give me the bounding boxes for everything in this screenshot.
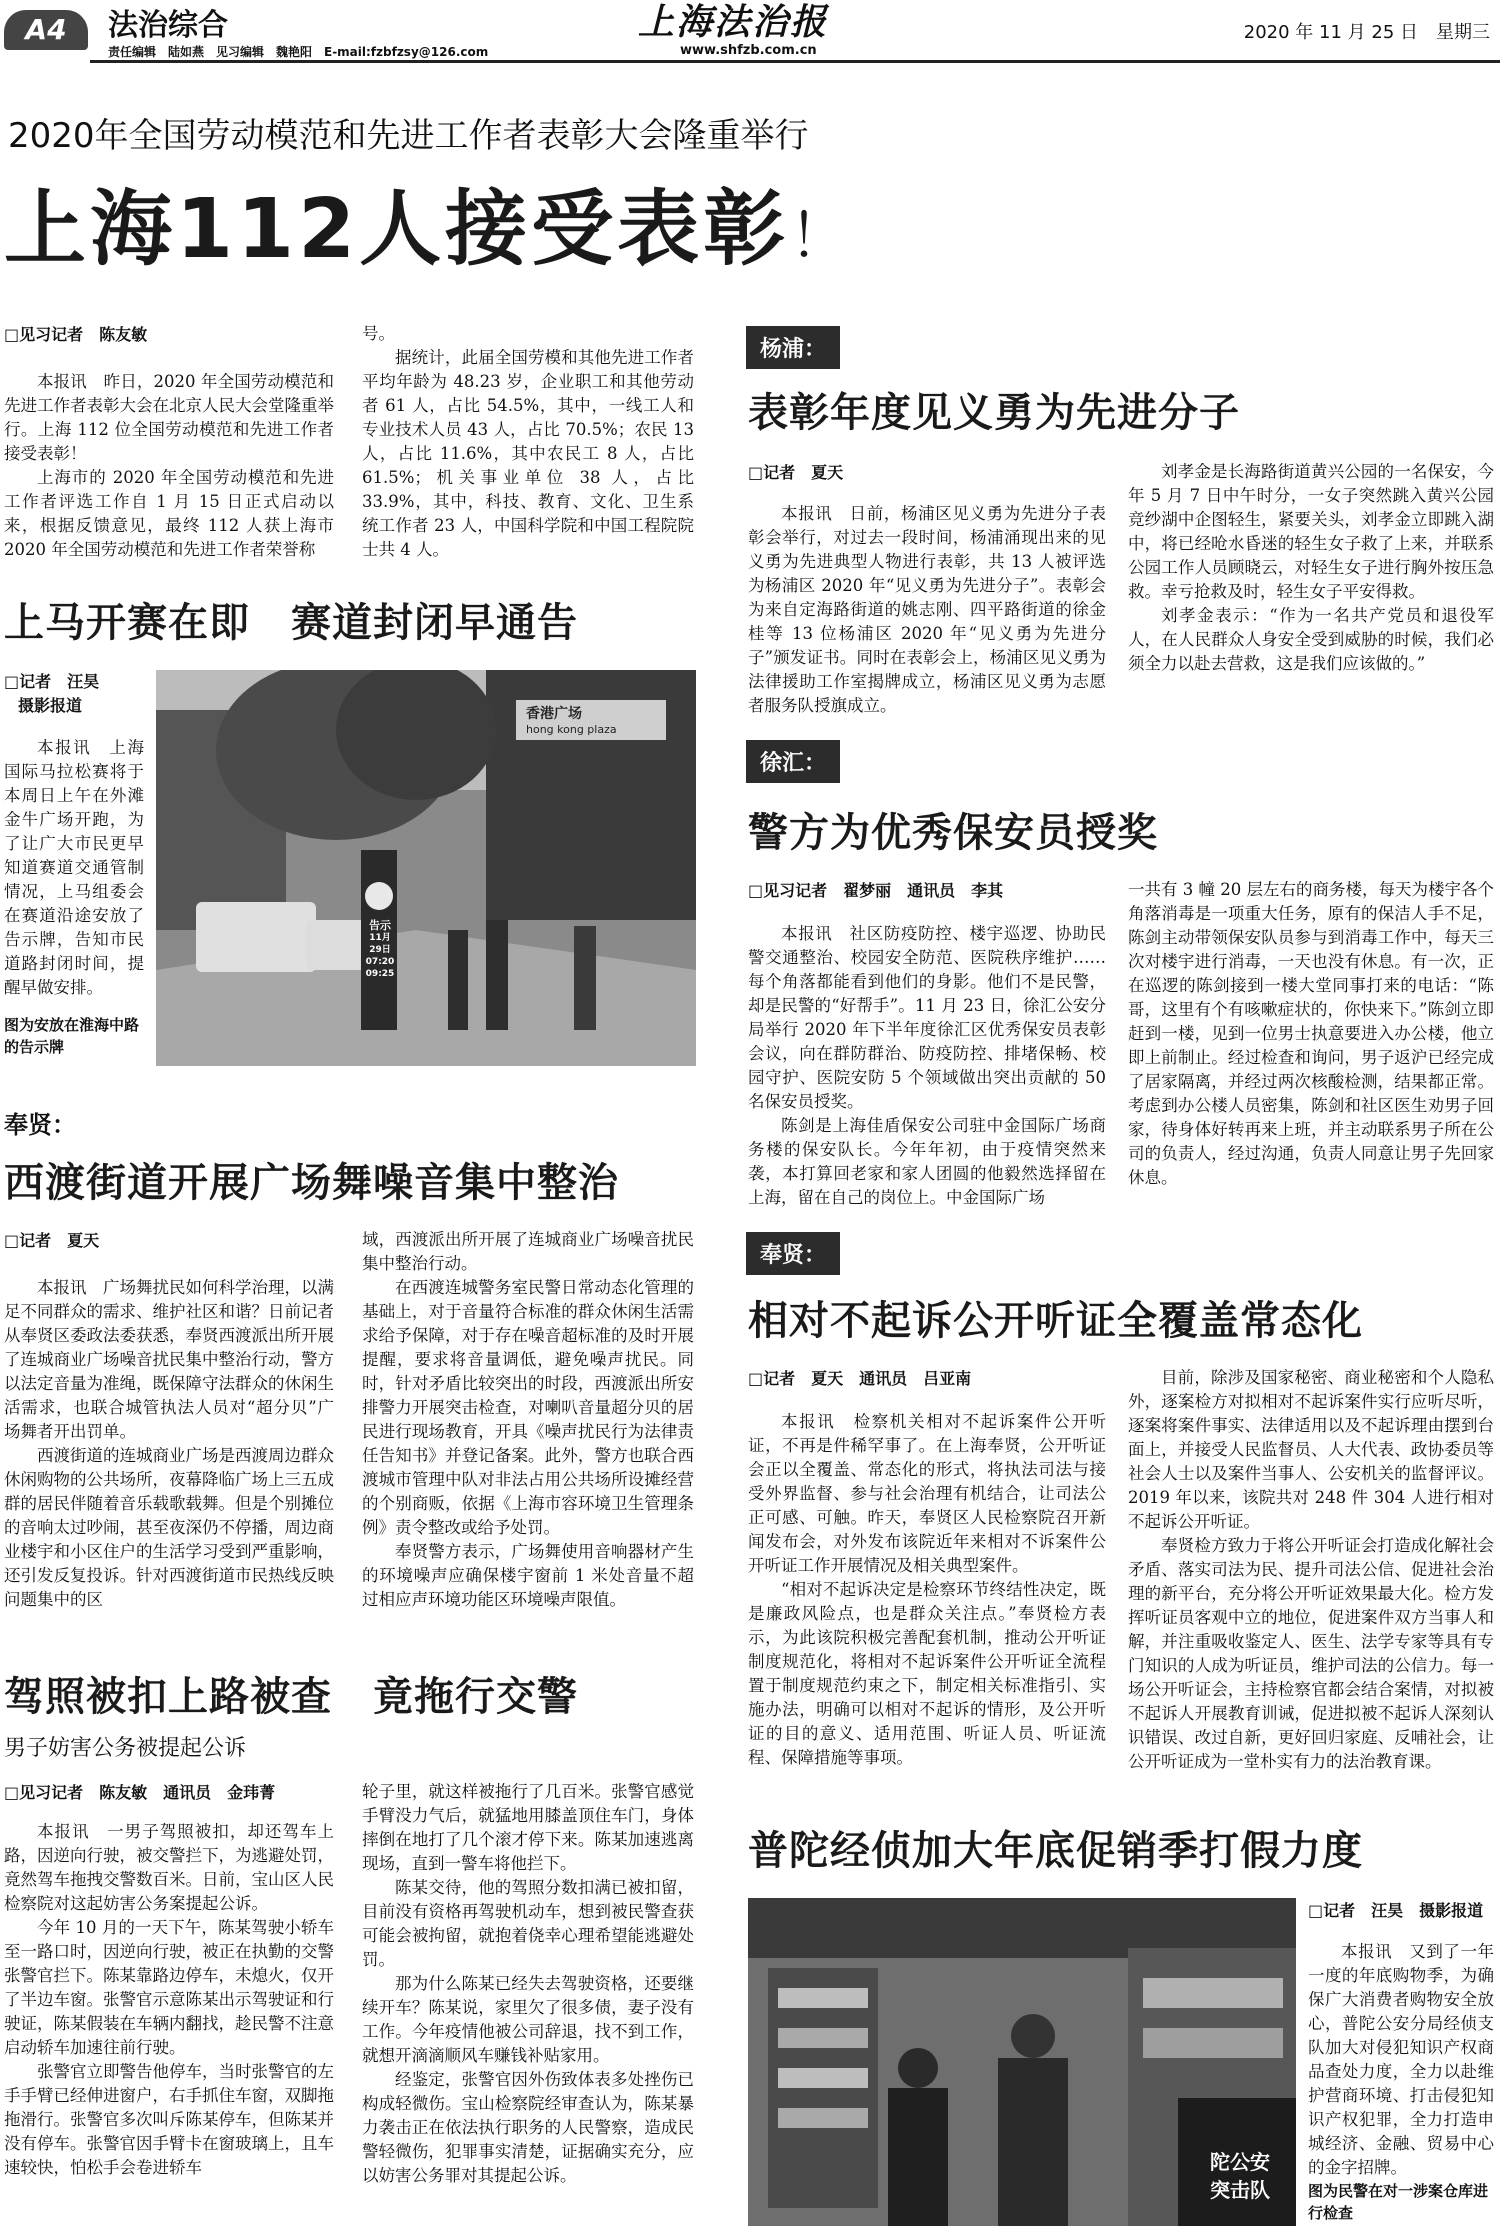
byline-xuhui: □见习记者 翟梦丽 通讯员 李其 xyxy=(748,881,1004,900)
lead-col2 xyxy=(362,322,694,562)
race-caption: 图为安放在淮海中路的告示牌 xyxy=(4,1016,140,1056)
headline-putuo: 普陀经侦加大年底促销季打假力度 xyxy=(748,1828,1363,1874)
xuhui-col2 xyxy=(1128,878,1494,1190)
xuhui-paragraph: 陈剑是上海佳盾保安公司驻中金国际广场商务楼的保安队长。今年年初，由于疫情突然来袭，本打算回老家和家人团圆的他毅然选择留在上海，留在自己的岗位上。中金国际广场 xyxy=(748,1116,1106,1207)
fengxian2-col1 xyxy=(748,1410,1106,1770)
byline-fengxian-1: □记者 夏天 xyxy=(4,1231,100,1250)
license-paragraph: 陈某交待，他的驾照分数扣满已被扣留，目前没有资格再驾驶机动车，想到被民警查获可能会被拘留，就抱着侥幸心理希望能逃避处罚。 xyxy=(362,1878,694,1969)
race-body xyxy=(4,736,144,1000)
putuo-paragraph: 本报讯 又到了一年一度的年底购物季，为确保广大消费者购物安全放心，普陀公安分局经侦支队加大对侵犯知识产权商品查处力度，全力以赴维护营商环境、打击侵犯知识产权犯罪，全力打造申城经济、金融、贸易中心的金字招牌。 xyxy=(1308,1942,1494,2177)
tag-xuhui: 徐汇： xyxy=(746,740,840,783)
putuo-body xyxy=(1308,1940,1494,2180)
license-paragraph: 张警官立即警告他停车，当时张警官的左手手臂已经伸进窗户，右手抓住车窗，双脚拖拖滑行。张警官多次叫斥陈某停车，但陈某并没有停车。张警官因手臂卡在窗玻璃上，且车速较快，怕松手会卷进轿车 xyxy=(4,2062,334,2177)
lead-headline-text: 上海112人接受表彰 xyxy=(4,182,790,277)
xuhui-col1 xyxy=(748,922,1106,1210)
fengxian2-col2 xyxy=(1128,1366,1494,1774)
byline-race: □记者 汪昊 摄影报道 xyxy=(4,672,100,715)
license-continued: 轮子里，就这样被拖行了几百米。张警官感觉手臂没力气后，就猛地用膝盖顶住车门，身体摔倒在地打了几个滚才停下来。陈某加速逃离现场，直到一警车将他拦下。 xyxy=(362,1782,694,1873)
fengxian1-paragraph: 奉贤警方表示，广场舞使用音响器材产生的环境噪声应确保楼宇窗前 1 米处音量不超过相应声环境功能区环境噪声限值。 xyxy=(362,1542,694,1609)
lead-continued: 号。 xyxy=(362,324,395,343)
mall-sign: 香港广场 hong kong plaza xyxy=(526,706,617,736)
lead-headline xyxy=(4,180,853,287)
lead-headline-mark: ！ xyxy=(789,202,854,272)
fengxian1-continued: 域，西渡派出所开展了连城商业广场噪音扰民集中整治行动。 xyxy=(362,1230,694,1273)
tag-yangpu: 杨浦： xyxy=(746,326,840,369)
putuo-photo xyxy=(748,1898,1296,2226)
xuhui-paragraph: 本报讯 社区防疫防控、楼宇巡逻、协助民警交通整治、校园安全防范、医院秩序维护……每个角落都能看到他们的身影。他们不是民警，却是民警的“好帮手”。11 月 23 日，徐汇公安分局举行 2020 年下半年度徐汇区优秀保安员表彰会议，向在群防群治、防疫防控、排堵保畅、校园守护、医院安防 5 个领域做出突出贡献的 50 名保安员授奖。 xyxy=(748,924,1106,1111)
lead-col1 xyxy=(4,370,334,562)
masthead-logo: 上海法治报 xyxy=(638,1,829,43)
license-paragraph: 经鉴定，张警官因外伤致体表多处挫伤已构成轻微伤。宝山检察院经审查认为，陈某暴力袭击正在依法执行职务的人民警察，造成民警轻微伤，犯罪事实清楚，证据确实充分，应以妨害公务罪对其提起公诉。 xyxy=(362,2070,694,2185)
lead-paragraph: 本报讯 昨日，2020 年全国劳动模范和先进工作者表彰大会在北京人民大会堂隆重举行。上海 112 位全国劳动模范和先进工作者接受表彰！ xyxy=(4,372,334,463)
yangpu-paragraph: 刘孝金表示：“作为一名共产党员和退役军人，在人民群众人身安全受到威胁的时候，我们必须全力以赴去营救，这是我们应该做的。” xyxy=(1128,606,1494,673)
byline-yangpu: □记者 夏天 xyxy=(748,463,844,482)
notice-sign: 告示 11月29日 07:20 09:25 xyxy=(365,919,395,979)
lead-paragraph: 上海市的 2020 年全国劳动模范和先进工作者评选工作自 1 月 15 日正式启动以来，根据反馈意见，最终 112 人获上海市 2020 年全国劳动模范和先进工作者荣誉称 xyxy=(4,468,334,559)
header-rule xyxy=(90,60,1500,63)
site-url: www.shfzb.com.cn xyxy=(680,43,817,58)
byline-putuo: □记者 汪昊 摄影报道 xyxy=(1308,1901,1484,1920)
race-paragraph: 本报讯 上海国际马拉松赛将于本周日上午在外滩金牛广场开跑，为了让广大市民更早知道赛道交通管制情况，上马组委会在赛道沿途安放了告示牌，告知市民道路封闭时间，提醒早做安排。 xyxy=(4,738,144,997)
editors-line: 责任编辑 陆如燕 见习编辑 魏艳阳 E-mail:fzbfzsy@126.com xyxy=(108,45,489,59)
lead-byline: □见习记者 陈友敏 xyxy=(4,325,148,344)
fengxian2-paragraph: 本报讯 检察机关相对不起诉案件公开听证，不再是件稀罕事了。在上海奉贤，公开听证会正以全覆盖、常态化的形式，将执法司法与接受外界监督、参与社会治理有机结合，让司法公正可感、可触。昨天，奉贤区人民检察院召开新闻发布会，对外发布该院近年来相对不诉案件公开听证工作开展情况及相关典型案件。 xyxy=(748,1412,1106,1575)
license-col1 xyxy=(4,1820,334,2180)
headline-fengxian-2: 相对不起诉公开听证全覆盖常态化 xyxy=(748,1298,1363,1344)
fengxian1-col2 xyxy=(362,1228,694,1612)
tag-fengxian-1: 奉贤： xyxy=(4,1111,76,1139)
issue-date: 2020 年 11 月 25 日 星期三 xyxy=(1243,22,1490,43)
headline-race: 上马开赛在即 赛道封闭早通告 xyxy=(4,600,578,646)
subhead-license: 男子妨害公务被提起公诉 xyxy=(4,1736,247,1761)
byline-license: □见习记者 陈友敏 通讯员 金玮菁 xyxy=(4,1783,276,1802)
headline-xuhui: 警方为优秀保安员授奖 xyxy=(748,810,1158,856)
section-name: 法治综合 xyxy=(108,8,228,43)
police-badge: 陀公安 突击队 xyxy=(1210,2150,1270,2202)
yangpu-col1 xyxy=(748,502,1106,718)
race-photo xyxy=(156,670,696,1066)
page-tag: A4 xyxy=(4,10,88,50)
yangpu-paragraph: 本报讯 日前，杨浦区见义勇为先进分子表彰会举行，对过去一段时间，杨浦涌现出来的见义勇为先进典型人物进行表彰，共 13 人被评选为杨浦区 2020 年“见义勇为先进分子”。表彰会为来自定海路街道的姚志刚、四平路街道的徐金桂等 13 位杨浦区 2020 年“见义勇为先进分子”颁发证书。同时在表彰会上，杨浦区见义勇为法律援助工作室揭牌成立，杨浦区见义勇为志愿者服务队授旗成立。 xyxy=(748,504,1106,715)
license-paragraph: 本报讯 一男子驾照被扣，却还驾车上路，因逆向行驶，被交警拦下，为逃避处罚，竟然驾车拖拽交警数百米。日前，宝山区人民检察院对这起妨害公务案提起公诉。 xyxy=(4,1822,334,1913)
byline-fengxian-2: □记者 夏天 通讯员 吕亚南 xyxy=(748,1369,972,1388)
fengxian2-paragraph: 目前，除涉及国家秘密、商业秘密和个人隐私外，逐案检方对拟相对不起诉案件实行应听尽听，逐案将案件事实、法律适用以及不起诉理由摆到台面上，并接受人民监督员、人大代表、政协委员等社会人士以及案件当事人、公安机关的监督评议。2019 年以来，该院共对 248 件 304 人进行相对不起诉公开听证。 xyxy=(1128,1368,1494,1531)
fengxian1-paragraph: 西渡街道的连城商业广场是西渡周边群众休闲购物的公共场所，夜幕降临广场上三五成群的居民伴随着音乐载歌载舞。但是个别摊位的音响太过吵闹，甚至夜深仍不停播，周边商业楼宇和小区住户的生活学习受到严重影响，还引发反复投诉。针对西渡街道市民热线反映问题集中的区 xyxy=(4,1446,334,1609)
license-paragraph: 那为什么陈某已经失去驾驶资格，还要继续开车？陈某说，家里欠了很多债，妻子没有工作。今年疫情他被公司辞退，找不到工作，就想开滴滴顺风车赚钱补贴家用。 xyxy=(362,1974,694,2065)
tag-fengxian-2: 奉贤： xyxy=(746,1232,840,1275)
headline-fengxian-1: 西渡街道开展广场舞噪音集中整治 xyxy=(4,1160,619,1206)
fengxian1-paragraph: 本报讯 广场舞扰民如何科学治理，以满足不同群众的需求、维护社区和谐？日前记者从奉贤区委政法委获悉，奉贤西渡派出所开展了连城商业广场噪音扰民集中整治行动，警方以法定音量为准绳，既保障守法群众的休闲生活需求，也联合城管执法人员对“超分贝”广场舞者开出罚单。 xyxy=(4,1278,334,1441)
yangpu-col2 xyxy=(1128,460,1494,676)
page-header xyxy=(0,0,1500,58)
fengxian1-paragraph: 在西渡连城警务室民警日常动态化管理的基础上，对于音量符合标准的群众休闲生活需求给予保障，对于存在噪音超标准的及时开展提醒，要求将音量调低，避免噪声扰民。同时，针对矛盾比较突出的时段，西渡派出所安排警力开展突击检查，对喇叭音量超分贝的居民进行现场教育，开具《噪声扰民行为法律责任告知书》并登记备案。此外，警方也联合西渡城市管理中队对非法占用公共场所设摊经营的个别商贩，依据《上海市容环境卫生管理条例》责令整改或给予处罚。 xyxy=(362,1278,694,1537)
headline-license: 驾照被扣上路被查 竟拖行交警 xyxy=(4,1674,578,1720)
license-col2 xyxy=(362,1780,694,2188)
lead-paragraph: 据统计，此届全国劳模和其他先进工作者平均年龄为 48.23 岁，企业职工和其他劳动者 61 人，占比 54.5%，其中，一线工人和专业技术人员 43 人，占比 70.5%；农民 13 人，占比 11.6%，其中农民工 8 人，占比 61.5%；机关事业单位 38 人，占比 33.9%，其中，科技、教育、文化、卫生系统工作者 23 人，中国科学院和中国工程院院士共 4 人。 xyxy=(362,348,694,559)
license-paragraph: 今年 10 月的一天下午，陈某驾驶小轿车至一路口时，因逆向行驶，被正在执勤的交警张警官拦下。陈某靠路边停车，未熄火，仅开了半边车窗。张警官示意陈某出示驾驶证和行驶证，陈某假装在车辆内翻找，趁民警不注意启动轿车加速往前行驶。 xyxy=(4,1918,334,2057)
yangpu-paragraph: 刘孝金是长海路街道黄兴公园的一名保安，今年 5 月 7 日中午时分，一女子突然跳入黄兴公园竞纱湖中企图轻生，紧要关头，刘孝金立即跳入湖中，将已经呛水昏迷的轻生女子救了上来，并联系公园工作人员顾晓云，对轻生女子进行胸外按压急救。幸亏抢救及时，轻生女子平安得救。 xyxy=(1128,462,1494,601)
lead-kicker: 2020年全国劳动模范和先进工作者表彰大会隆重举行 xyxy=(8,116,809,156)
xuhui-continued: 一共有 3 幢 20 层左右的商务楼，每天为楼宇各个角落消毒是一项重大任务，原有的保洁人手不足，陈剑主动带领保安队员参与到消毒工作中，每天三次对楼宇进行消毒，一天也没有休息。有一次，正在巡逻的陈剑接到一楼大堂同事打来的电话：“陈哥，这里有个有咳嗽症状的，你快来下。”陈剑立即赶到一楼，见到一位男士执意要进入办公楼，他立即上前制止。经过检查和询问，男子返沪已经完成了居家隔离，并经过两次核酸检测，结果都正常。考虑到办公楼人员密集，陈剑和社区医生劝男子回家，待身体好转再来上班，并主动联系男子所在公司的负责人，经过沟通，负责人同意让男子先回家休息。 xyxy=(1128,880,1494,1187)
fengxian2-paragraph: “相对不起诉决定是检察环节终结性决定，既是廉政风险点，也是群众关注点。”奉贤检方表示，为此该院积极完善配套机制，推动公开听证制度规范化，将相对不起诉案件公开听证全流程置于制度规范约束之下，制定相关标准指引、实施办法，明确可以相对不起诉的情形，及公开听证的目的意义、适用范围、听证人员、听证流程、保障措施等事项。 xyxy=(748,1580,1106,1767)
fengxian1-col1 xyxy=(4,1276,334,1612)
fengxian2-paragraph: 奉贤检方致力于将公开听证会打造成化解社会矛盾、落实司法为民、提升司法公信、促进社会治理的新平台，充分将公开听证效果最大化。检方发挥听证员客观中立的地位，促进案件双方当事人和解，并注重吸收鉴定人、医生、法学专家等具有专门知识的人成为听证员，维护司法的公信力。每一场公开听证会，主持检察官都会结合案情，对拟被不起诉人开展教育训诫，促进拟被不起诉人深刻认识错误、改过自新，更好回归家庭、反哺社会，让公开听证成为一堂朴实有力的法治教育课。 xyxy=(1128,1536,1494,1771)
putuo-caption: 图为民警在对一涉案仓库进行检查 xyxy=(1308,2182,1489,2222)
headline-yangpu: 表彰年度见义勇为先进分子 xyxy=(748,390,1240,436)
